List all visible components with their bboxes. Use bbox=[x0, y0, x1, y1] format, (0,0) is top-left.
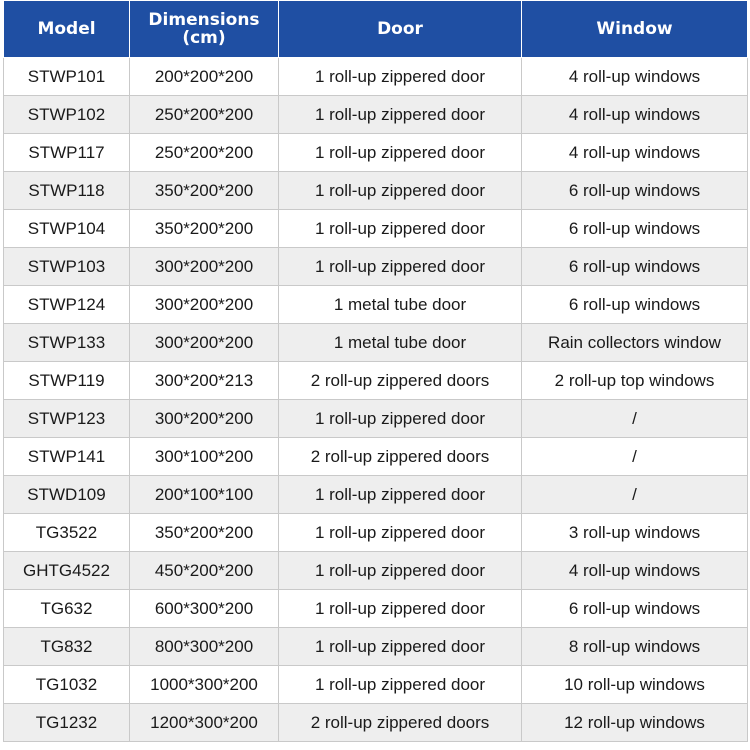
cell-model: TG1032 bbox=[4, 666, 130, 704]
cell-model: STWP104 bbox=[4, 210, 130, 248]
cell-window: Rain collectors window bbox=[522, 324, 748, 362]
cell-door: 1 roll-up zippered door bbox=[279, 666, 522, 704]
cell-door: 2 roll-up zippered doors bbox=[279, 362, 522, 400]
cell-door: 1 roll-up zippered door bbox=[279, 552, 522, 590]
cell-window: 4 roll-up windows bbox=[522, 96, 748, 134]
cell-model: STWP133 bbox=[4, 324, 130, 362]
cell-window: 6 roll-up windows bbox=[522, 248, 748, 286]
cell-window: / bbox=[522, 400, 748, 438]
cell-dimensions: 200*100*100 bbox=[130, 476, 279, 514]
table-row bbox=[4, 476, 748, 514]
header-window: Window bbox=[522, 1, 748, 58]
cell-model: STWP118 bbox=[4, 172, 130, 210]
header-dimensions bbox=[130, 1, 279, 58]
cell-dimensions: 250*200*200 bbox=[130, 96, 279, 134]
cell-model: STWP101 bbox=[4, 58, 130, 96]
cell-model: TG832 bbox=[4, 628, 130, 666]
cell-door: 1 roll-up zippered door bbox=[279, 476, 522, 514]
cell-door: 1 roll-up zippered door bbox=[279, 210, 522, 248]
cell-door: 1 roll-up zippered door bbox=[279, 134, 522, 172]
table-row bbox=[4, 590, 748, 628]
table-row bbox=[4, 400, 748, 438]
cell-window: 2 roll-up top windows bbox=[522, 362, 748, 400]
header-dimensions-label: Dimensions bbox=[148, 10, 260, 30]
cell-window: 6 roll-up windows bbox=[522, 590, 748, 628]
table-row bbox=[4, 628, 748, 666]
table-body bbox=[4, 58, 748, 742]
header-model: Model bbox=[4, 1, 130, 58]
cell-window: 8 roll-up windows bbox=[522, 628, 748, 666]
table-row bbox=[4, 514, 748, 552]
cell-dimensions: 350*200*200 bbox=[130, 210, 279, 248]
cell-dimensions: 300*200*213 bbox=[130, 362, 279, 400]
cell-door: 1 metal tube door bbox=[279, 324, 522, 362]
cell-door: 1 roll-up zippered door bbox=[279, 248, 522, 286]
cell-model: STWP124 bbox=[4, 286, 130, 324]
cell-window: / bbox=[522, 438, 748, 476]
header-row bbox=[4, 1, 748, 58]
table-row bbox=[4, 552, 748, 590]
cell-window: / bbox=[522, 476, 748, 514]
cell-door: 1 roll-up zippered door bbox=[279, 58, 522, 96]
table-row bbox=[4, 210, 748, 248]
table-header bbox=[4, 1, 748, 58]
cell-door: 2 roll-up zippered doors bbox=[279, 704, 522, 742]
cell-dimensions: 250*200*200 bbox=[130, 134, 279, 172]
cell-model: STWP123 bbox=[4, 400, 130, 438]
cell-door: 1 roll-up zippered door bbox=[279, 400, 522, 438]
cell-door: 1 roll-up zippered door bbox=[279, 514, 522, 552]
cell-dimensions: 800*300*200 bbox=[130, 628, 279, 666]
table-row bbox=[4, 438, 748, 476]
table-row bbox=[4, 324, 748, 362]
cell-dimensions: 300*100*200 bbox=[130, 438, 279, 476]
cell-dimensions: 1200*300*200 bbox=[130, 704, 279, 742]
cell-model: STWP117 bbox=[4, 134, 130, 172]
cell-model: TG3522 bbox=[4, 514, 130, 552]
header-door: Door bbox=[279, 1, 522, 58]
cell-model: TG1232 bbox=[4, 704, 130, 742]
cell-dimensions: 450*200*200 bbox=[130, 552, 279, 590]
cell-dimensions: 300*200*200 bbox=[130, 400, 279, 438]
table-row bbox=[4, 172, 748, 210]
cell-window: 6 roll-up windows bbox=[522, 172, 748, 210]
cell-model: GHTG4522 bbox=[4, 552, 130, 590]
cell-door: 1 roll-up zippered door bbox=[279, 172, 522, 210]
cell-door: 2 roll-up zippered doors bbox=[279, 438, 522, 476]
cell-window: 4 roll-up windows bbox=[522, 134, 748, 172]
cell-dimensions: 200*200*200 bbox=[130, 58, 279, 96]
cell-window: 10 roll-up windows bbox=[522, 666, 748, 704]
cell-door: 1 roll-up zippered door bbox=[279, 628, 522, 666]
cell-model: TG632 bbox=[4, 590, 130, 628]
cell-window: 4 roll-up windows bbox=[522, 58, 748, 96]
table-row bbox=[4, 248, 748, 286]
table-row bbox=[4, 666, 748, 704]
cell-model: STWP102 bbox=[4, 96, 130, 134]
cell-model: STWP119 bbox=[4, 362, 130, 400]
cell-dimensions: 1000*300*200 bbox=[130, 666, 279, 704]
cell-model: STWD109 bbox=[4, 476, 130, 514]
cell-window: 3 roll-up windows bbox=[522, 514, 748, 552]
cell-model: STWP141 bbox=[4, 438, 130, 476]
cell-dimensions: 300*200*200 bbox=[130, 248, 279, 286]
cell-door: 1 roll-up zippered door bbox=[279, 590, 522, 628]
cell-dimensions: 300*200*200 bbox=[130, 286, 279, 324]
cell-dimensions: 600*300*200 bbox=[130, 590, 279, 628]
cell-door: 1 roll-up zippered door bbox=[279, 96, 522, 134]
table-row bbox=[4, 704, 748, 742]
table-row bbox=[4, 134, 748, 172]
cell-dimensions: 350*200*200 bbox=[130, 172, 279, 210]
cell-window: 12 roll-up windows bbox=[522, 704, 748, 742]
table-row bbox=[4, 362, 748, 400]
header-dimensions-unit: (cm) bbox=[182, 28, 226, 48]
cell-dimensions: 300*200*200 bbox=[130, 324, 279, 362]
table-row bbox=[4, 286, 748, 324]
table-row bbox=[4, 96, 748, 134]
cell-door: 1 metal tube door bbox=[279, 286, 522, 324]
cell-window: 6 roll-up windows bbox=[522, 286, 748, 324]
product-spec-table bbox=[3, 0, 748, 742]
cell-window: 6 roll-up windows bbox=[522, 210, 748, 248]
cell-model: STWP103 bbox=[4, 248, 130, 286]
table-row bbox=[4, 58, 748, 96]
cell-window: 4 roll-up windows bbox=[522, 552, 748, 590]
cell-dimensions: 350*200*200 bbox=[130, 514, 279, 552]
